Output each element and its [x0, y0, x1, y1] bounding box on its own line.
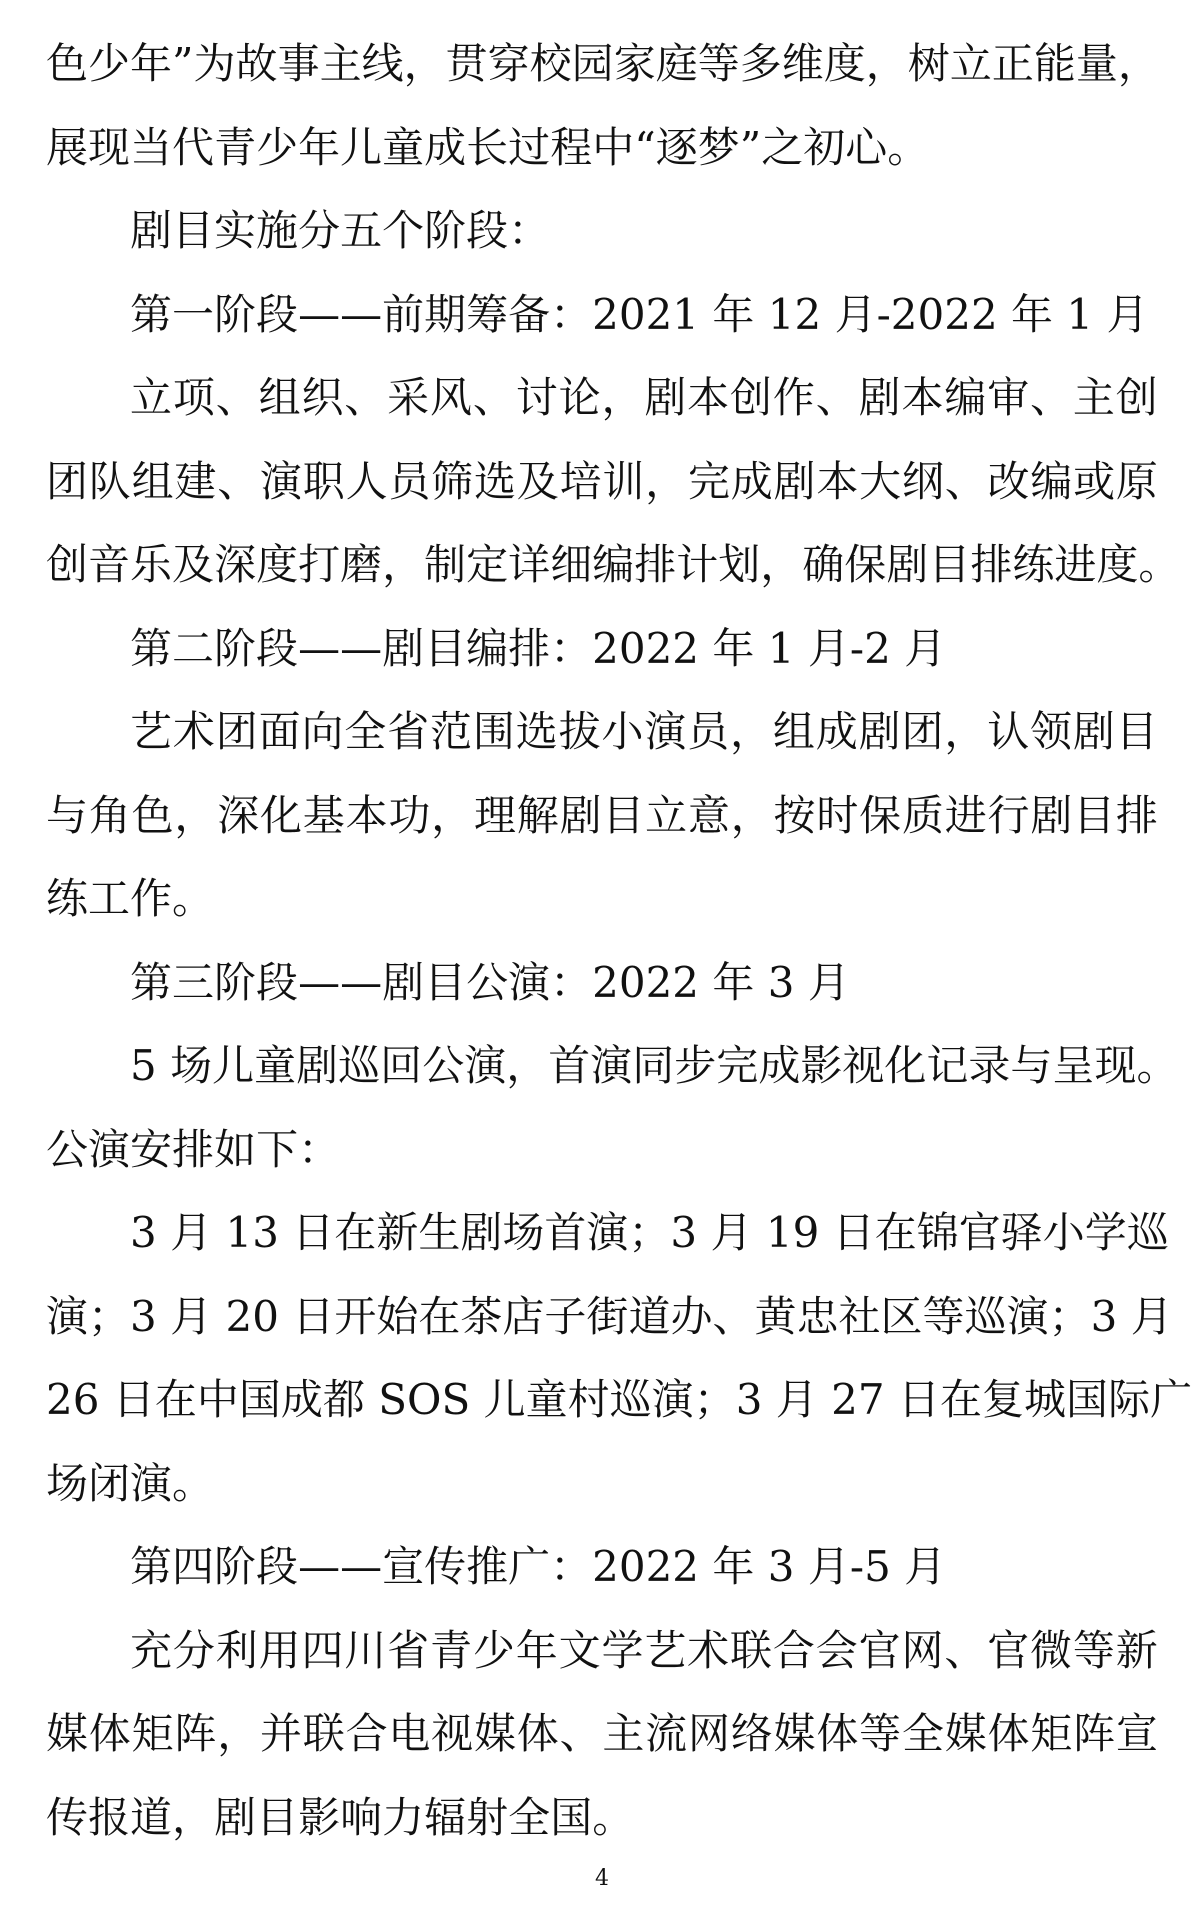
text-line: 练 工 作 。: [46, 874, 215, 923]
text-line: 场 闭 演 。: [46, 1458, 215, 1508]
text-line: 3 月 13 日 在 新 生 剧 场 首 演 ； 3 月 19 日 在 锦 官 驿 小 学 巡: [130, 1208, 1169, 1257]
text-line: 第 二 阶 段 — — 剧 目 编 排 ： 2022 年 1 月 -2 月: [130, 623, 947, 673]
text-line: 第 一 阶 段 — — 前 期 筹 备 ： 2021 年 12 月 -2022 年 1 月: [130, 289, 1149, 339]
page-number: 4: [595, 1866, 609, 1891]
text-line: 立 项 、 组 织 、 采 风 、 讨 论 ， 剧 本 创 作 、 剧 本 编 审 、 主 创: [130, 373, 1158, 422]
text-line: 演 ； 3 月 20 日 开 始 在 茶 店 子 街 道 办 、 黄 忠 社 区 等 巡 演 ； 3 月: [46, 1291, 1173, 1341]
text-line: 第 三 阶 段 — — 剧 目 公 演 ： 2022 年 3 月: [130, 957, 850, 1007]
text-line: 创 音 乐 及 深 度 打 磨 ， 制 定 详 细 编 排 计 划 ， 确 保 剧 目 排 练 进 度 。: [46, 540, 1181, 589]
text-line: 展 现 当 代 青 少 年 儿 童 成 长 过 程 中 “ 逐 梦 ” 之 初 心 。: [46, 122, 930, 172]
text-line: 团 队 组 建 、 演 职 人 员 筛 选 及 培 训 ， 完 成 剧 本 大 纲 、 改 编 或 原: [46, 456, 1158, 506]
text-line: 5 场 儿 童 剧 巡 回 公 演 ， 首 演 同 步 完 成 影 视 化 记 录 与 呈 现 。: [130, 1041, 1179, 1090]
text-line: 色 少 年 ” 为 故 事 主 线 ， 贯 穿 校 园 家 庭 等 多 维 度 ， 树 立 正 能 量 ，: [46, 39, 1160, 88]
text-line: 传 报 道 ， 剧 目 影 响 力 辐 射 全 国 。: [46, 1792, 635, 1842]
text-line: 第 四 阶 段 — — 宣 传 推 广 ： 2022 年 3 月 -5 月: [130, 1542, 947, 1591]
text-line: 公 演 安 排 如 下 ：: [46, 1124, 341, 1174]
text-line: 与 角 色 ， 深 化 基 本 功 ， 理 解 剧 目 立 意 ， 按 时 保 质 进 行 剧 目 排: [46, 790, 1158, 840]
text-line: 充 分 利 用 四 川 省 青 少 年 文 学 艺 术 联 合 会 官 网 、 官 微 等 新: [130, 1625, 1158, 1675]
text-line: 剧 目 实 施 分 五 个 阶 段 ：: [130, 206, 551, 255]
text-line: 艺 术 团 面 向 全 省 范 围 选 拔 小 演 员 ， 组 成 剧 团 ， 认 领 剧 目: [130, 707, 1158, 756]
body-text: [46, 22, 1193, 1859]
text-line: 26 日 在 中 国 成 都 SOS 儿 童 村 巡 演 ； 3 月 27 日 在 复 城 国 际 广: [46, 1375, 1193, 1424]
text-line: 媒 体 矩 阵 ， 并 联 合 电 视 媒 体 、 主 流 网 络 媒 体 等 全 媒 体 矩 阵 宣: [46, 1709, 1158, 1758]
